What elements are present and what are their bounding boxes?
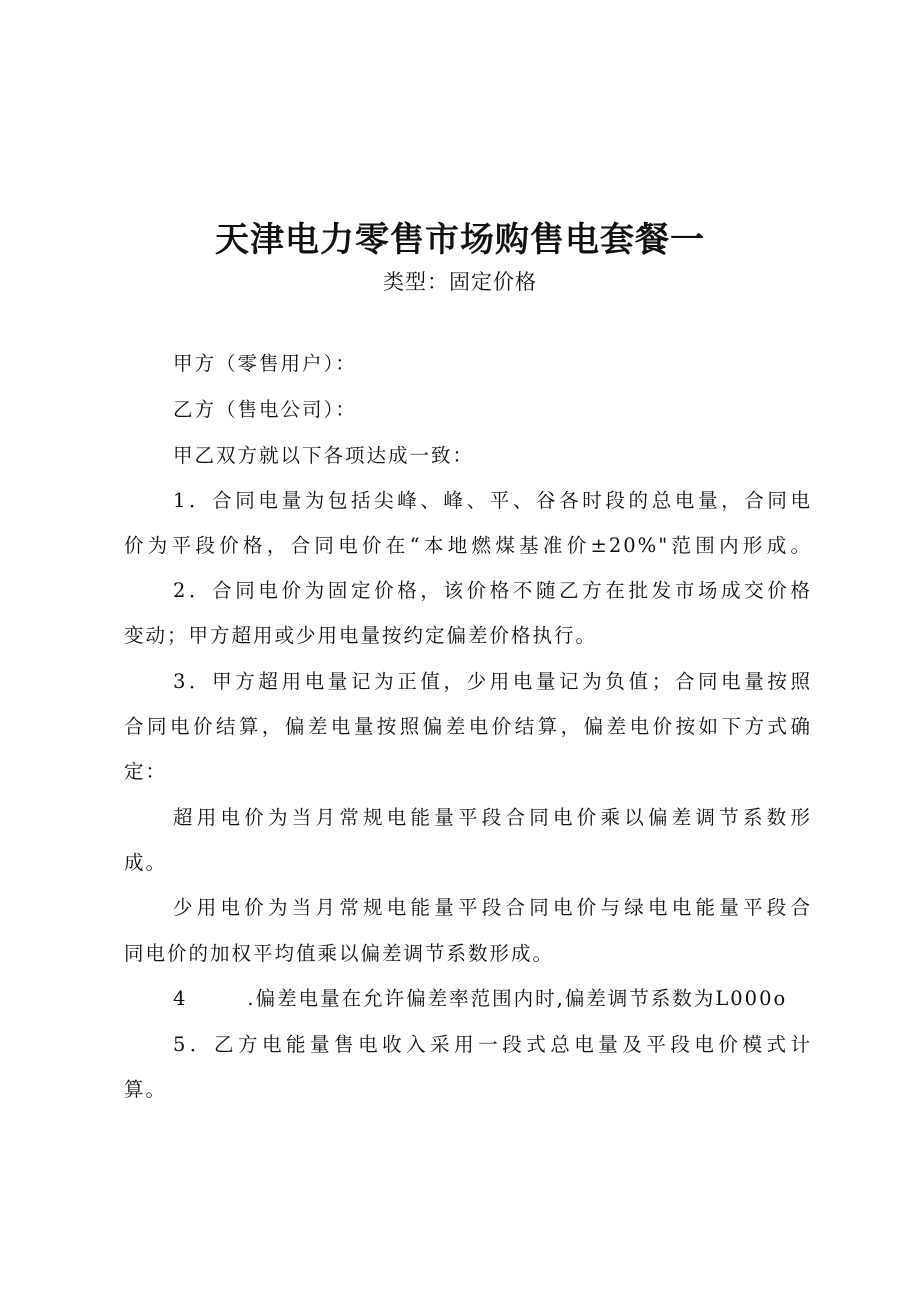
clause-1-line-2: 价为平段价格，合同电价在“本地燃煤基准价±20%"范围内形成。 [124,534,812,557]
party-b-line: 乙方（售电公司）： [173,398,357,421]
agreement-line: 甲乙双方就以下各项达成一致： [173,444,475,467]
over-use-price-line-1: 超用电价为当月常规电能量平段合同电价乘以偏差调节系数形 [173,806,812,829]
under-use-price-line-1: 少用电价为当月常规电能量平段合同电价与绿电电能量平段合 [173,896,812,919]
clause-4-number: 4 [173,987,188,1010]
clause-3-line-2: 合同电价结算，偏差电量按照偏差电价结算，偏差电价按如下方式确 [124,715,812,738]
clause-3-line-3: 定： [124,760,168,783]
clause-2-line-2: 变动；甲方超用或少用电量按约定偏差价格执行。 [124,624,598,647]
under-use-price-line-2: 同电价的加权平均值乘以偏差调节系数形成。 [124,942,555,965]
over-use-price-line-2: 成。 [124,851,168,874]
document-subtitle: 类型：固定价格 [383,270,537,294]
clause-5-line-2: 算。 [124,1078,168,1101]
party-a-line: 甲方（零售用户）： [173,352,357,375]
document-title: 天津电力零售市场购售电套餐一 [215,220,705,260]
clause-4-line [124,976,812,1021]
clause-3-line-1: 3．甲方超用电量记为正值，少用电量记为负值；合同电量按照 [173,670,812,693]
clause-4-text: .偏差电量在允许偏差率范围内时,偏差调节系数为L000o [247,987,788,1010]
clause-5-line-1: 5．乙方电能量售电收入采用一段式总电量及平段电价模式计 [173,1033,812,1056]
clause-2-line-1: 2．合同电价为固定价格，该价格不随乙方在批发市场成交价格 [173,579,812,602]
clause-1-line-1: 1．合同电量为包括尖峰、峰、平、谷各时段的总电量，合同电 [173,489,812,512]
